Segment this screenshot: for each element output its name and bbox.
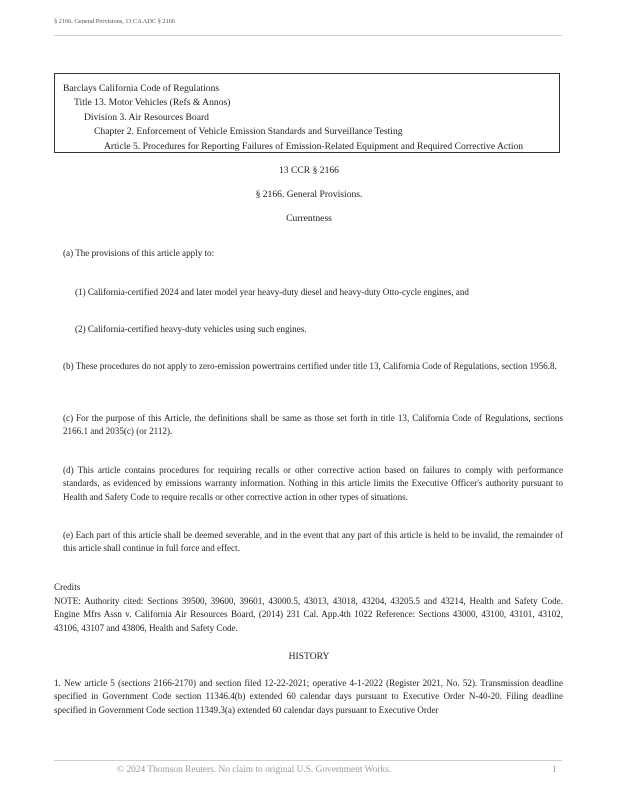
header-divider bbox=[54, 35, 562, 36]
hierarchy-chapter[interactable]: Chapter 2. Enforcement of Vehicle Emission Standards and Surveillance Testing bbox=[94, 126, 403, 138]
hierarchy-title[interactable]: Title 13. Motor Vehicles (Refs & Annos) bbox=[74, 97, 231, 109]
paragraph-e: (e) Each part of this article shall be deemed severable, and in the event that any part of this article is held to be invalid, the remainder of this article shall continue in full force and effect. bbox=[63, 530, 563, 554]
history-entry: 1. New article 5 (sections 2166-2170) and section filed 12-22-2021; operative 4-1-2022 (Register 2021, No. 52). Transmission deadline specified in Government Code section 11346.4(b) extended 60 calendar days pursuant to Executive Order N-40-20. Filing deadline specified in Government Code section 11349.3(a) extended 60 calendar days pursuant to Executive Order bbox=[54, 678, 563, 715]
page-number: 1 bbox=[552, 765, 557, 775]
footer-copyright: © 2024 Thomson Reuters. No claim to original U.S. Government Works. bbox=[117, 765, 392, 775]
running-header: § 2166. General Provisions, 13 CA ADC § 2166 bbox=[54, 18, 175, 25]
paragraph-a1: (1) California-certified 2024 and later model year heavy-duty diesel and heavy-duty Otto-cycle engines, and bbox=[75, 287, 469, 297]
hierarchy-division[interactable]: Division 3. Air Resources Board bbox=[84, 111, 209, 123]
section-title: § 2166. General Provisions. bbox=[255, 189, 363, 200]
paragraph-c: (c) For the purpose of this Article, the definitions shall be same as those set forth in title 13, California Code of Regulations, sections 2166.1 and 2035(c) (or 2112). bbox=[63, 413, 563, 437]
footer-divider bbox=[54, 760, 562, 761]
history-heading: HISTORY bbox=[288, 651, 330, 662]
credits-label: Credits bbox=[54, 582, 81, 592]
hierarchy-article[interactable]: Article 5. Procedures for Reporting Failures of Emission-Related Equipment and Required Corrective Action bbox=[104, 140, 524, 152]
citation: 13 CCR § 2166 bbox=[279, 165, 339, 176]
paragraph-d: (d) This article contains procedures for requiring recalls or other corrective action based on failures to comply with performance standards, as evidenced by emissions warranty information. Nothing in this article limits the Executive Officer's authority pursuant to Health and Safety Code to require recalls or other corrective action in other types of situations. bbox=[63, 465, 563, 502]
code-hierarchy-box bbox=[54, 73, 560, 153]
paragraph-a: (a) The provisions of this article apply to: bbox=[63, 248, 215, 258]
paragraph-a2: (2) California-certified heavy-duty vehicles using such engines. bbox=[75, 324, 307, 334]
paragraph-b: (b) These procedures do not apply to zero-emission powertrains certified under title 13, California Code of Regulations, section 1956.8. bbox=[63, 361, 557, 371]
credits-note: NOTE: Authority cited: Sections 39500, 39600, 39601, 43000.5, 43013, 43018, 43204, 43205.5 and 43214, Health and Safety Code. Engine Mfrs Assn v. California Air Resources Board, (2014) 231 Cal. App.4th 1022 Reference: Sections 43000, 43100, 43101, 43102, 43106, 43107 and 43806, Health and Safety Code. bbox=[54, 596, 563, 633]
hierarchy-code-name: Barclays California Code of Regulations bbox=[63, 83, 220, 94]
currentness-link[interactable]: Currentness bbox=[286, 213, 332, 224]
